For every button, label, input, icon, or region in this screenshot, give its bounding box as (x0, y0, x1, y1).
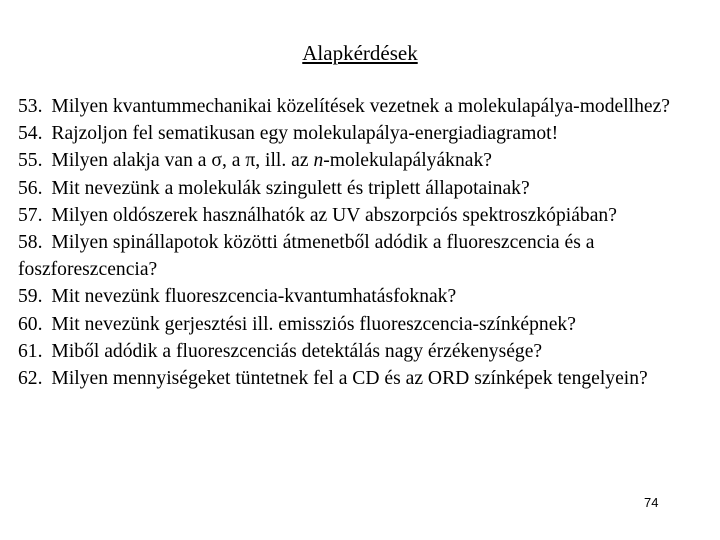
question-text: Mit nevezünk fluoreszcencia-kvantumhatásfoknak? (51, 286, 457, 308)
question-list (18, 93, 708, 392)
question-text: Milyen kvantummechanikai közelítések vezetnek a molekulapálya-modellhez? (51, 96, 670, 117)
question-text: Milyen spinállapotok közötti átmenetből adódik a fluoreszcencia és a foszforeszcencia? (18, 232, 595, 281)
n-symbol: n (313, 150, 324, 172)
slide-title-text: Alapkérdések (302, 41, 418, 65)
question-text-mid2: , ill. az (255, 150, 309, 172)
question-item (18, 365, 708, 392)
question-text-post: -molekulapályáknak? (323, 150, 492, 172)
question-number: 59. (18, 286, 43, 308)
question-number: 57. (18, 204, 43, 226)
pi-symbol: π (245, 150, 256, 172)
question-item (18, 202, 708, 229)
question-number: 55. (18, 150, 43, 172)
question-number: 58. (18, 232, 43, 254)
question-text: Rajzoljon fel sematikusan egy molekulapálya-energiadiagramot! (51, 123, 559, 145)
question-text-pre: Milyen alakja van a (51, 150, 207, 172)
question-text: Milyen oldószerek használhatók az UV abszorpciós spektroszkópiában? (51, 204, 617, 226)
question-item (18, 229, 708, 283)
slide-title (0, 40, 720, 66)
question-item (18, 93, 708, 120)
question-number: 61. (18, 340, 43, 362)
question-text: Milyen mennyiségeket tüntetnek fel a CD és az ORD színképek tengelyein? (51, 368, 648, 390)
question-text: Miből adódik a fluoreszcenciás detektálás nagy érzékenysége? (51, 340, 543, 362)
question-number: 54. (18, 123, 43, 145)
question-item (18, 283, 708, 310)
question-text: Mit nevezünk a molekulák szingulett és triplett állapotainak? (51, 177, 530, 199)
question-number: 56. (18, 177, 43, 199)
question-item (18, 147, 708, 174)
question-item (18, 120, 708, 147)
page-number: 74 (644, 495, 659, 510)
question-item (18, 311, 708, 338)
question-number: 53. (18, 96, 43, 117)
question-item (18, 338, 708, 365)
question-text-mid1: , a (221, 150, 241, 172)
question-text: Mit nevezünk gerjesztési ill. emissziós fluoreszcencia-színképnek? (51, 313, 576, 335)
question-number: 62. (18, 368, 43, 390)
question-item (18, 175, 708, 202)
question-number: 60. (18, 313, 43, 335)
sigma-symbol: σ (211, 150, 222, 172)
